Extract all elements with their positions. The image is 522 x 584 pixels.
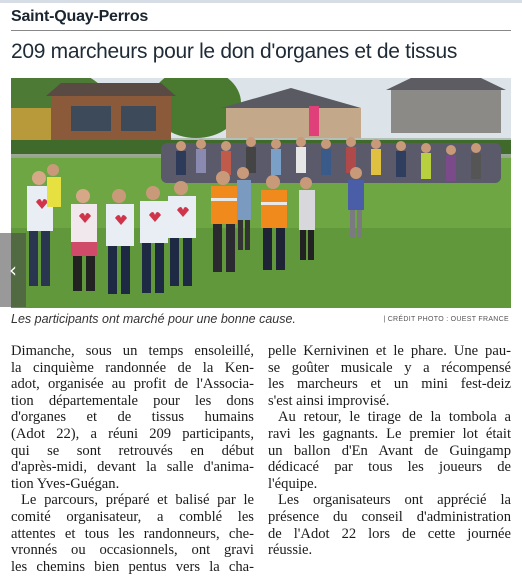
article-headline: 209 marcheurs pour le don d'organes et de tissus — [11, 40, 458, 63]
text-line: les chemins bien pentus vers la cha- — [11, 558, 254, 575]
text-line: Au retour, le tirage de la tombola a — [278, 409, 511, 426]
text-line: les marcheurs et un mini fest-deiz — [268, 376, 511, 393]
photo-credit: | CRÉDIT PHOTO : OUEST FRANCE — [383, 316, 509, 323]
photo-caption: Les participants ont marché pour une bonne cause. — [11, 312, 296, 326]
text-line: s'est ainsi improvisé. — [268, 392, 390, 409]
text-line: adot, organisée au profit de l'Associa- — [11, 376, 254, 393]
text-line: qui se sont retrouvés en début — [11, 442, 254, 459]
text-line: de l'Adot 22 lors de cette journée — [268, 525, 511, 542]
text-line: réussie. — [268, 542, 313, 559]
walkers-group-photo — [11, 78, 511, 308]
text-line: un ballon d'En Avant de Guingamp — [268, 442, 511, 459]
text-line: tion Yves-Guégan. — [11, 475, 120, 492]
text-line: pelle Kernivinen et le phare. Une pau- — [268, 343, 511, 359]
text-line: Dimanche, sous un temps ensoleillé, — [11, 343, 254, 359]
text-line: attentes et tous les randonneurs, che- — [11, 525, 254, 542]
article-photo — [11, 78, 511, 308]
text-line: présence du conseil d'administration — [268, 508, 511, 525]
text-line: d'après-midi, devant la salle d'anima- — [11, 459, 254, 476]
text-line: se goûter musicale y a récompensé — [268, 359, 511, 376]
chevron-left-icon: ‹ — [9, 258, 17, 282]
text-line: d'organes et de tissus humains — [11, 409, 254, 426]
text-line: Les organisateurs ont apprécié la — [278, 492, 511, 509]
article-column-left — [11, 343, 254, 575]
text-line: comité organisateur, a comblé les — [11, 508, 254, 525]
text-line: vronnés ou occasionnels, ont gravi — [11, 542, 254, 559]
text-line: la cinquième randonnée de la Ken- — [11, 359, 254, 376]
text-line: l'équipe. — [268, 475, 318, 492]
text-line: Le parcours, préparé et balisé par le — [21, 492, 254, 509]
article-column-right — [268, 343, 511, 559]
previous-photo-button[interactable] — [0, 233, 26, 307]
text-line: ravi les gagnants. Le premier lot était — [268, 425, 511, 442]
text-line: (Adot 22), a réuni 209 participants, — [11, 425, 254, 442]
article-location: Saint-Quay-Perros — [11, 8, 149, 25]
header-divider — [11, 30, 511, 31]
text-line: tion départementale pour les dons — [11, 392, 254, 409]
text-line: dédicacé par tous les joueurs de — [268, 459, 511, 476]
top-border — [0, 0, 522, 3]
